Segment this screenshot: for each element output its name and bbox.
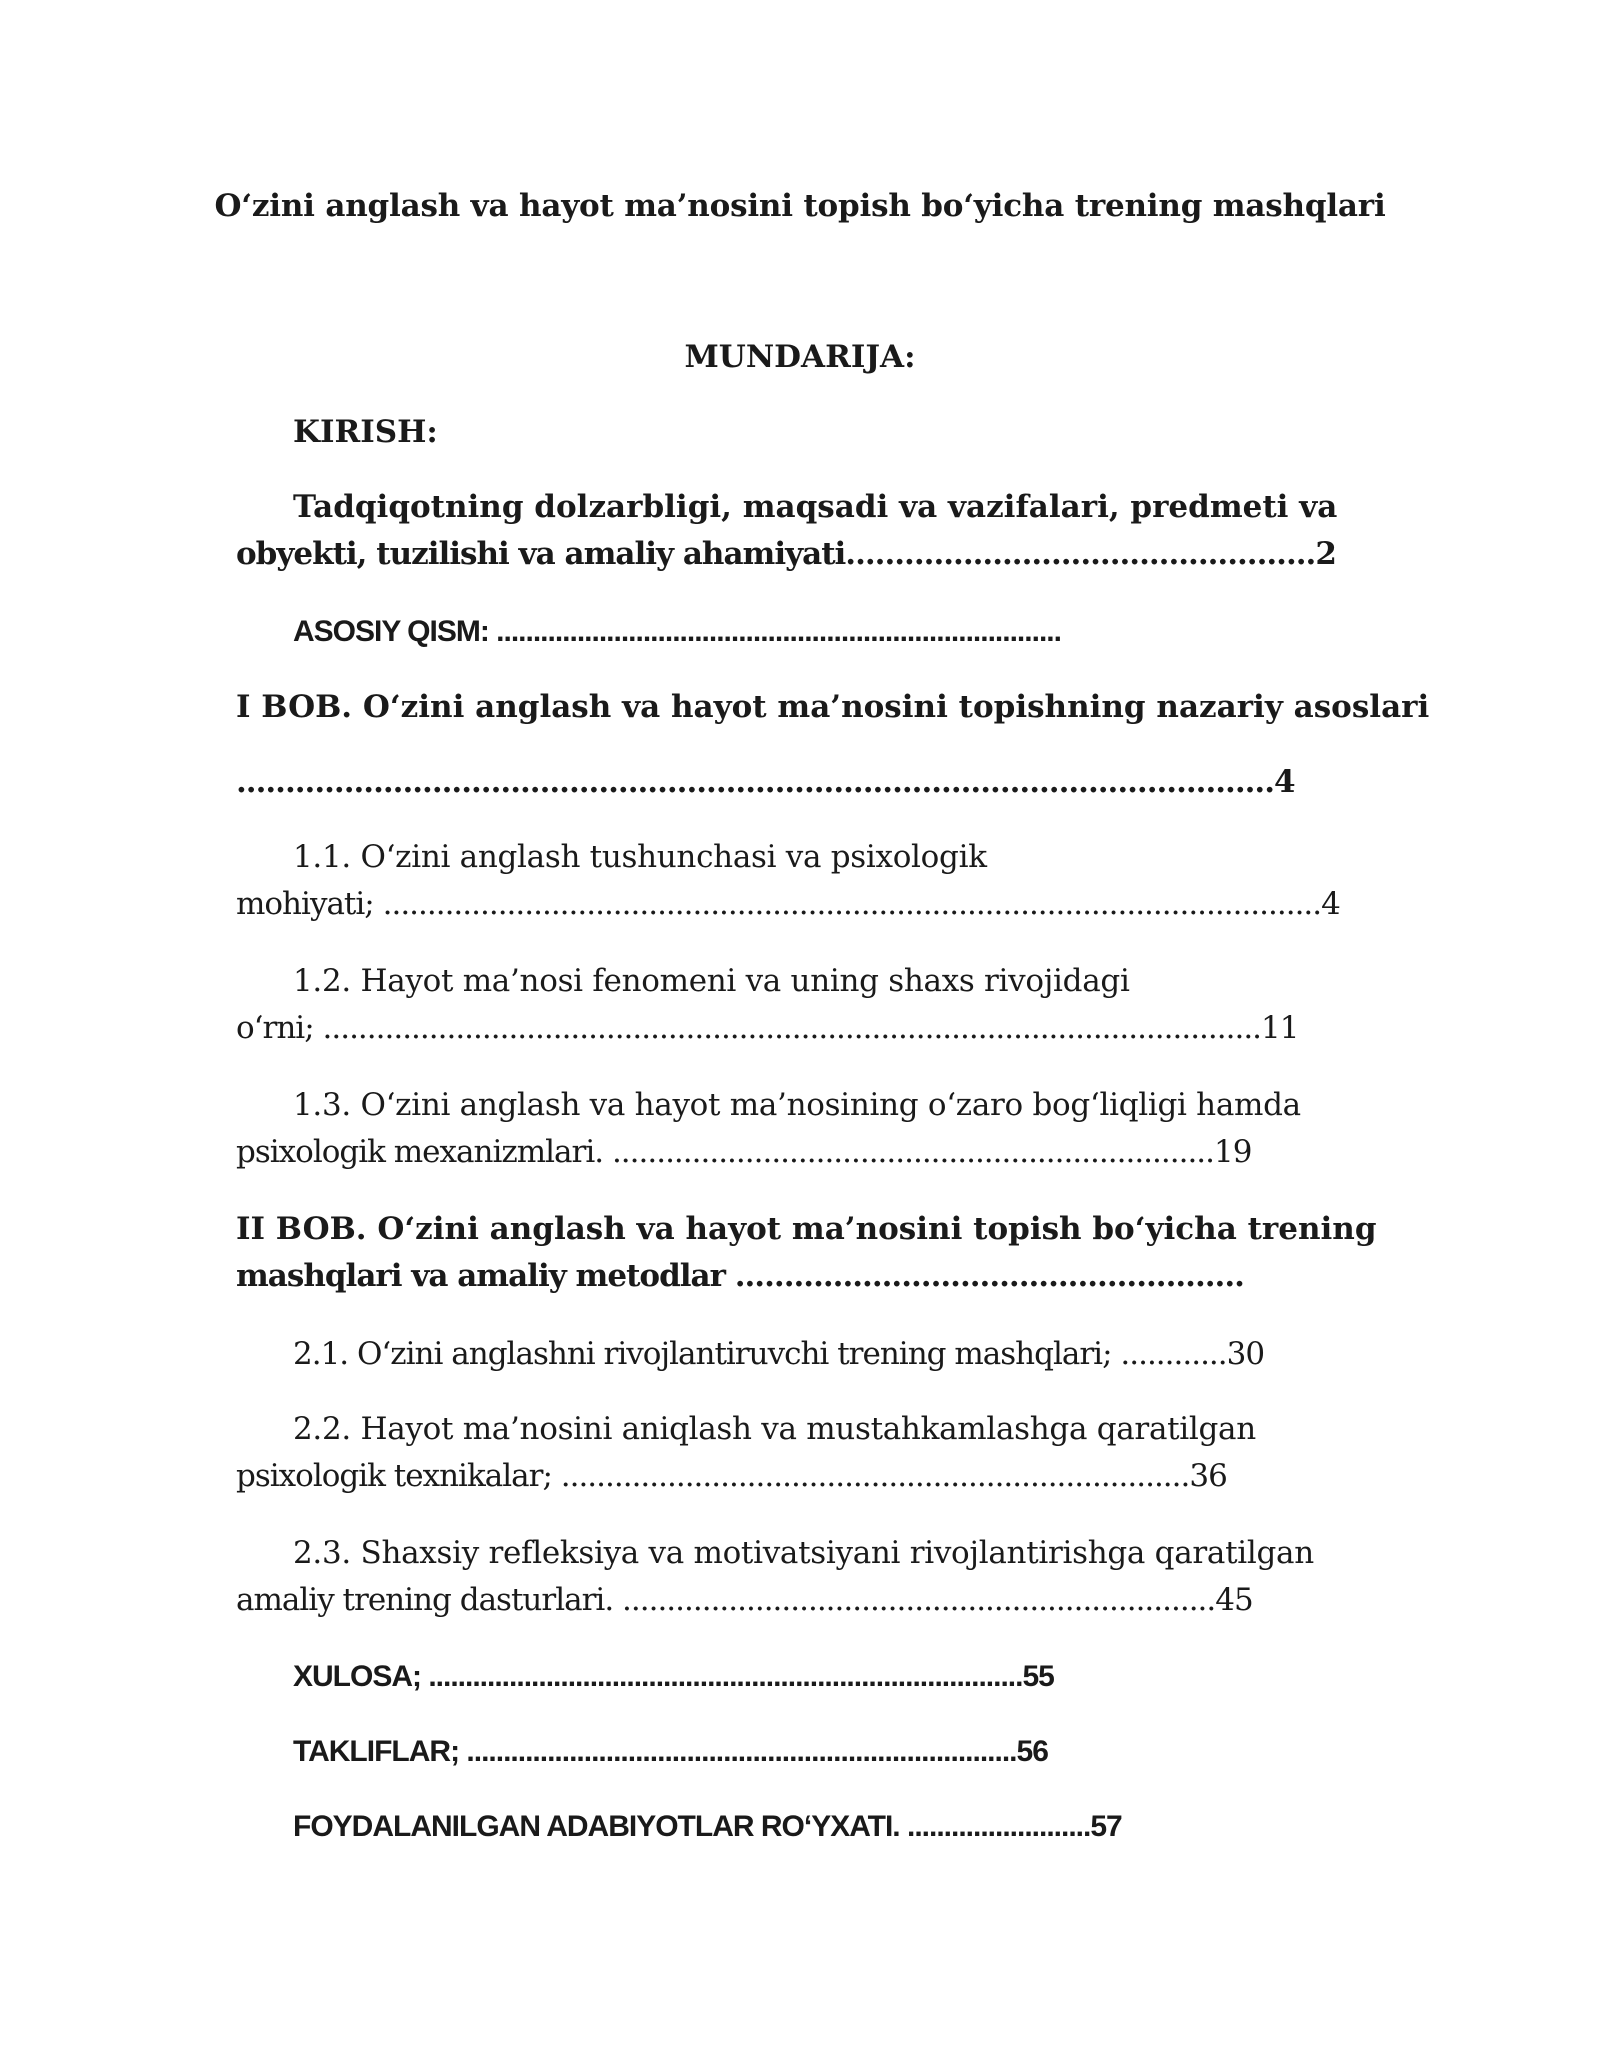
- toc-section-2-3-line1: 2.3. Shaxsiy refleksiya va motivatsiyani rivojlantirishga qaratilgan: [293, 1535, 1314, 1571]
- toc-section-1-1-line2: mohiyati; ..........................................................................................................4: [236, 886, 1340, 922]
- toc-xulosa: XULOSA; .................................................................................55: [293, 1660, 1054, 1693]
- toc-bob2-line1: II BOB. O‘zini anglash va hayot ma’nosini topish bo‘yicha trening: [236, 1211, 1377, 1247]
- toc-section-2-2-line2: psixologik texnikalar; .......................................................................36: [236, 1458, 1227, 1494]
- toc-section-1-1-line1: 1.1. O‘zini anglash tushunchasi va psixologik: [293, 839, 987, 875]
- toc-takliflar: TAKLIFLAR; ...........................................................................56: [293, 1735, 1048, 1768]
- document-title: O‘zini anglash va hayot ma’nosini topish bo‘yicha trening mashqlari: [214, 188, 1386, 224]
- toc-section-1-2-line1: 1.2. Hayot ma’nosi fenomeni va uning shaxs rivojidagi: [293, 963, 1130, 999]
- toc-kirish-item-line1: Tadqiqotning dolzarbligi, maqsadi va vazifalari, predmeti va: [293, 489, 1338, 525]
- toc-section-2-3-line2: amaliy trening dasturlari. ...................................................................45: [236, 1582, 1253, 1618]
- toc-heading: MUNDARIJA:: [684, 339, 916, 375]
- toc-bob1-page: ..........................................................................................................4: [236, 764, 1295, 800]
- toc-section-2-2-line1: 2.2. Hayot ma’nosini aniqlash va mustahkamlashga qaratilgan: [293, 1411, 1256, 1447]
- toc-section-1-3-line2: psixologik mexanizmlari. ....................................................................19: [236, 1134, 1252, 1170]
- toc-section-1-2-line2: o‘rni; ..........................................................................................................11: [236, 1010, 1299, 1046]
- toc-kirish: KIRISH:: [293, 414, 438, 450]
- toc-section-2-1: 2.1. O‘zini anglashni rivojlantiruvchi trening mashqlari; ............30: [293, 1336, 1265, 1372]
- toc-bob2-line2: mashqlari va amaliy metodlar ....................................................: [236, 1258, 1244, 1294]
- toc-kirish-item-line2: obyekti, tuzilishi va amaliy ahamiyati................................................2: [236, 536, 1336, 572]
- toc-adabiyotlar: FOYDALANILGAN ADABIYOTLAR RO‘YXATI. .........................57: [293, 1810, 1122, 1843]
- toc-section-1-3-line1: 1.3. O‘zini anglash va hayot ma’nosining o‘zaro bog‘liqligi hamda: [293, 1087, 1301, 1123]
- toc-asosiy-qism: ASOSIY QISM: .............................................................................: [293, 615, 1061, 648]
- toc-bob1-title: I BOB. O‘zini anglash va hayot ma’nosini topishning nazariy asoslari: [236, 689, 1430, 725]
